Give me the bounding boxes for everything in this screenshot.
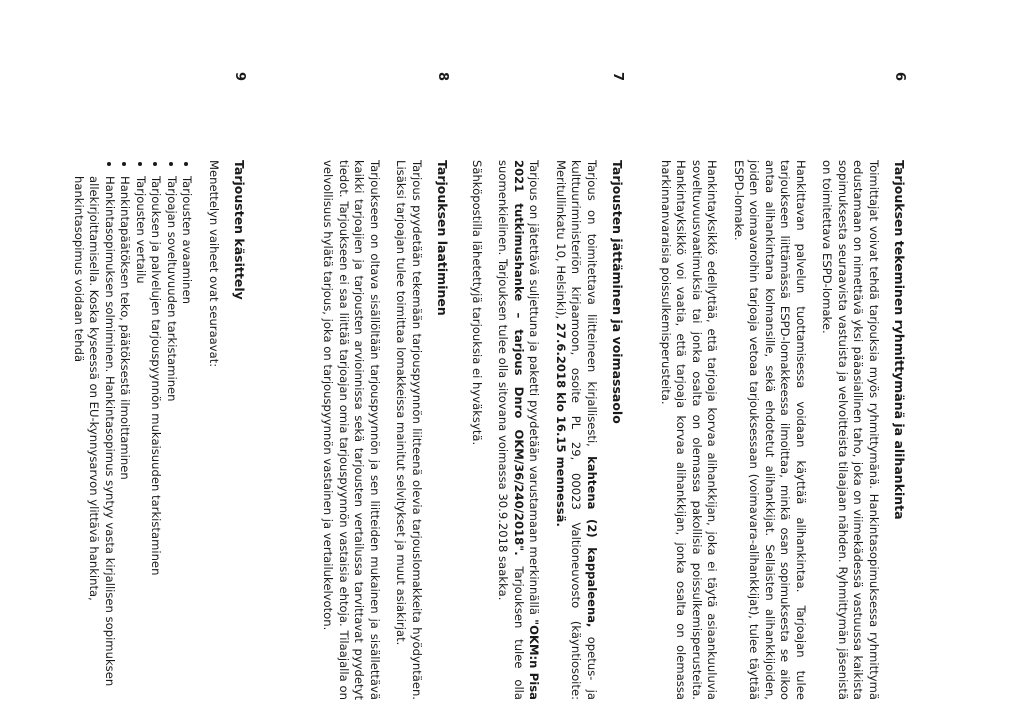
section-heading: Tarjousten jättäminen ja voimassaolo: [610, 160, 625, 424]
text-run: Tarjouksen tulee olla suomenkielinen. Tarjouksen tulee olla sitovana voimassa 30.9.2018 saakka.: [496, 160, 526, 700]
bold-text-run: 27.6.2018 klo 16.15 mennessä.: [554, 322, 568, 527]
procedure-list: [71, 160, 195, 700]
section-heading: Tarjouksen tekeminen ryhmittymänä ja alihankinta: [892, 160, 907, 520]
paragraph: Hankittavan palvelun tuottamisessa voidaan käyttää alihankintaa. Tarjoajan tulee tarjoukseen liittämässä ESPD-lomakkeessa ilmoittaa, minkä osan sopimuksesta se aikoo antaa alihankintana kolmansille, sekä ehdotetut alihankkijat. Sellaisten alihankkijoiden, joiden voimavaroihin tarjoaja vetoaa tarjouksessaan (voimavara-alihankkijat), tulee täyttää ESPD-lomake.: [732, 160, 808, 700]
bold-text-run: kahtena (2) kappaleena,: [585, 456, 599, 628]
section-number: 9: [232, 72, 247, 82]
section-content: [458, 160, 627, 700]
paragraph: Tarjous pyydetään tekemään tarjouspyynnön liitteenä olevia tarjouslomakkeita hyödyntäen. Lisäksi tarjoajan tulee toimittaa lomakkeissa mainitut selvitykset ja muut asiakirjat.: [394, 160, 424, 700]
paragraph: Tarjoukseen on oltava sisällöltään tarjouspyynnön ja sen liitteiden mukainen ja sisällettävä kaikki tarjoajien ja tarjousten arvioinnissa sekä tarjousten vertailussa tarvittavat pyydetyt tiedot. Tarjoukseen ei saa liittää tarjoajan omia tarjouspyynnön vastaisia ehtoja. Tilaajalla on velvollisuus hylätä tarjous, joka on tarjouspyynnön vastainen ja vertailukelvoton.: [321, 160, 382, 700]
list-item: • Tarjouksen ja palvelujen tarjouspyynnön mukaisuuden tarkistaminen: [148, 176, 164, 700]
list-item: • Hankintapäätöksen teko, päätöksestä ilmoittaminen: [117, 176, 133, 700]
text-run: Tarjous on toimitettava liitteineen kirjallisesti,: [585, 160, 599, 457]
paragraph: Menettelyn vaiheet ovat seuraavat:: [207, 160, 221, 368]
section-number: 6: [892, 72, 907, 82]
list-item: • Tarjousten vertailu: [133, 176, 149, 700]
paragraph: Hankintayksikkö edellyttää, että tarjoaja korvaa alihankkijan, joka ei täytä asiaankuuluvia soveltuvuusvaatimuksia tai jonka osalta on olemassa pakollisia poissulkemisperusteita. Hankintayksikkö voi vaatia, että tarjoaja korvaa alihankkijan, jonka osalta on olemassa harkinnanvaraisia poissulkemisperusteita.: [659, 160, 720, 700]
paragraph: [495, 160, 542, 700]
text-run: opetus- ja kulttuuriministeriön kirjaamoon, osoite PL 29, 00023 Valtioneuvosto (käyntiosoite: Meritullinkatu 10, Helsinki),: [554, 160, 599, 701]
section-number: 8: [435, 72, 450, 82]
list-item: • Hankintasopimuksen solmiminen. Hankintasopimus syntyy vasta kirjallisen sopimuksen allekirjoittamisella. Koska kyseessä on EU-kynnysarvon ylittävä hankinta, hankintasopimus voidaan tehdä: [71, 176, 118, 700]
paragraph: Toimittajat voivat tehdä tarjouksia myös ryhmittymänä. Hankintasopimuksessa ryhmittymä edustamaan on nimettävä yksi pääasiallinen taho, joka on viimekädessä vastuussa kaikista sopimuksesta seuraavista vastuista ja velvoitteista tilaajaan nähden. Ryhmittymän jäsenistä on toimitettava ESPD-lomake.: [820, 160, 881, 700]
section-number: 7: [610, 72, 625, 82]
section-heading: Tarjouksen laatiminen: [435, 160, 450, 316]
package-marking: "OKM:n Pisa 2021 tutkimushanke – tarjous Dnro OKM/36/240/2018".: [512, 160, 542, 700]
section-content: [647, 160, 909, 700]
section-content: [71, 160, 249, 700]
paragraph: Sähköpostilla lähetettyjä tarjouksia ei hyväksytä.: [470, 160, 484, 446]
list-item: • Tarjousten avaaminen: [179, 176, 195, 700]
section-heading: Tarjousten käsittely: [232, 160, 247, 300]
list-item: • Tarjoajan soveltuvuuden tarkistaminen: [164, 176, 180, 700]
text-run: Tarjous on jätettävä suljettuna ja paketti pyydetään varustamaan merkinnällä: [527, 160, 542, 620]
paragraph: [553, 160, 600, 700]
section-content: [309, 160, 451, 700]
